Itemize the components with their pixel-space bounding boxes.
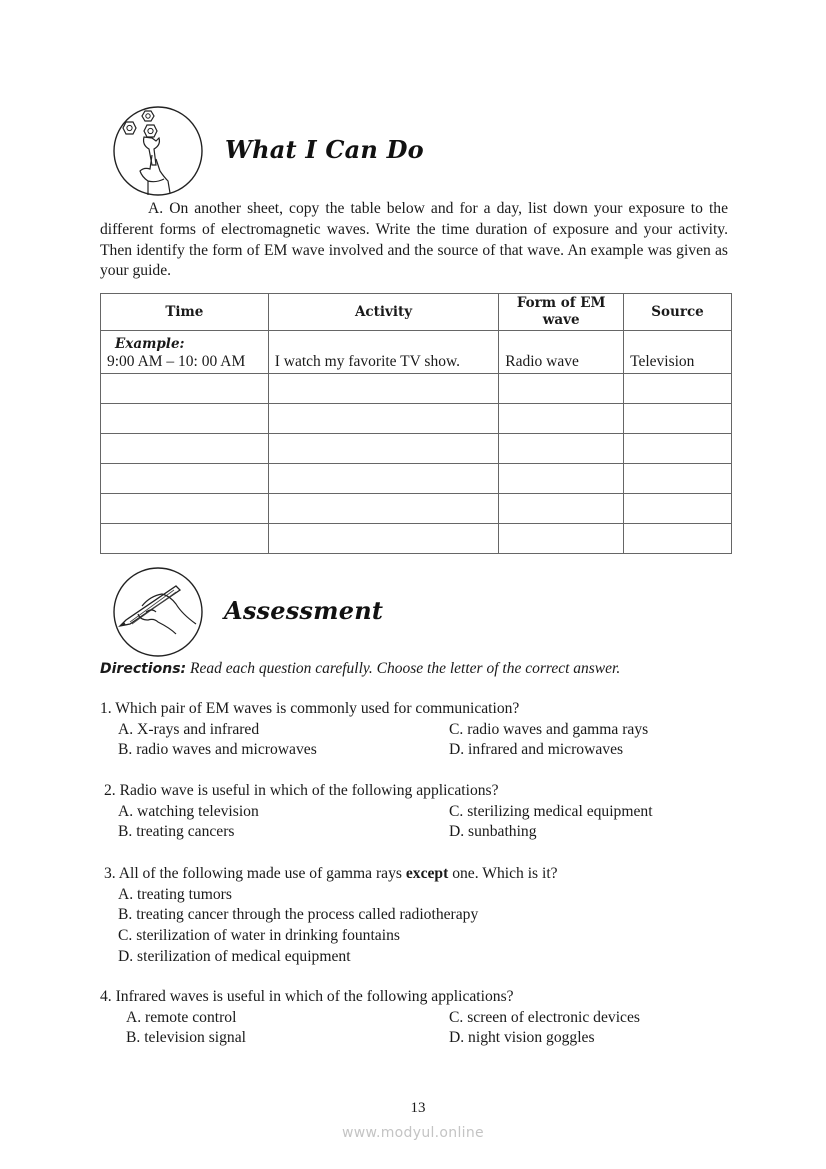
assessment-directions: Directions: Read each question carefully. Choose the letter of the correct answer. [100, 660, 621, 677]
assessment-title: Assessment [224, 596, 384, 625]
question-4 [100, 987, 749, 1049]
example-time-cell: Example: 9:00 AM – 10: 00 AM [101, 331, 269, 374]
activity-instructions: A. On another sheet, copy the table below and for a day, list down your exposure to the different forms of electromagnetic waves. Write the time duration of exposure and your activity. Then identify the form of EM wave involved and the source of that wave. An example was given as your guide. [100, 200, 728, 280]
question-stem: 1. Which pair of EM waves is commonly used for communication? [100, 700, 520, 717]
em-exposure-table [100, 293, 732, 554]
example-label: Example: [115, 336, 185, 352]
option-c: C. sterilization of water in drinking fountains [118, 927, 400, 945]
option-a: A. X-rays and infrared [118, 720, 260, 738]
option-a: A. treating tumors [118, 885, 232, 903]
question-3 [104, 864, 558, 968]
wrench-hand-icon [112, 105, 204, 197]
option-b: B. treating cancer through the process called radiotherapy [118, 906, 479, 924]
question-1 [100, 699, 749, 761]
option-d: D. infrared and microwaves [449, 741, 624, 759]
option-d: D. sterilization of medical equipment [118, 947, 351, 965]
example-wave-cell: Radio wave [499, 331, 624, 374]
example-activity-cell: I watch my favorite TV show. [268, 331, 499, 374]
option-b: B. television signal [126, 1029, 246, 1047]
example-source-cell: Television [624, 331, 732, 374]
table-header-row [101, 294, 732, 331]
option-b: B. radio waves and microwaves [118, 741, 317, 759]
option-b: B. treating cancers [118, 823, 235, 841]
table-row [101, 374, 732, 404]
option-c: C. screen of electronic devices [449, 1008, 640, 1026]
option-c: C. sterilizing medical equipment [449, 802, 653, 820]
table-row [101, 524, 732, 554]
option-a: A. remote control [126, 1008, 237, 1026]
header-activity: Activity [268, 294, 499, 331]
option-d: D. sunbathing [449, 823, 537, 841]
table-row [101, 434, 732, 464]
header-form-of-em-wave: Form of EM wave [499, 294, 624, 331]
option-d: D. night vision goggles [449, 1029, 595, 1047]
header-time: Time [101, 294, 269, 331]
question-2 [104, 781, 749, 843]
table-row [101, 494, 732, 524]
table-row [101, 464, 732, 494]
question-stem: 3. All of the following made use of gamma rays except one. Which is it? [104, 865, 558, 882]
watermark: www.modyul.online [342, 1125, 484, 1141]
page-number: 13 [410, 1100, 426, 1116]
header-source: Source [624, 294, 732, 331]
option-a: A. watching television [118, 802, 259, 820]
option-c: C. radio waves and gamma rays [449, 720, 649, 738]
question-stem: 4. Infrared waves is useful in which of the following applications? [100, 988, 514, 1005]
table-row-example [101, 331, 732, 374]
question-stem: 2. Radio wave is useful in which of the following applications? [104, 782, 499, 799]
pencil-hand-icon [112, 566, 204, 658]
table-row [101, 404, 732, 434]
what-i-can-do-title: What I Can Do [225, 135, 424, 164]
